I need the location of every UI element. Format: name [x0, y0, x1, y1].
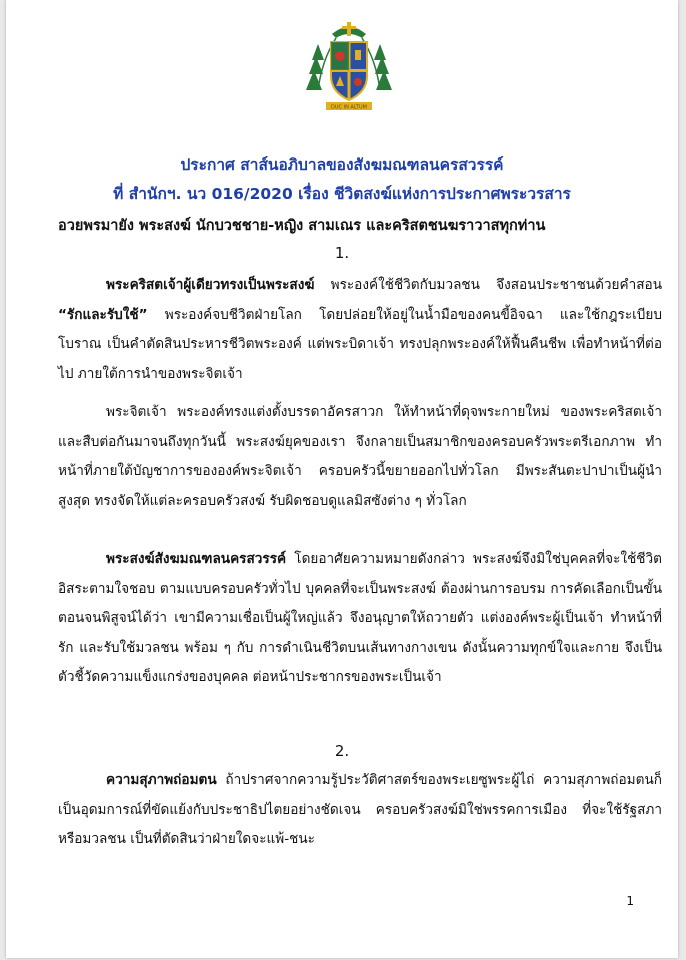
page-number: 1	[626, 894, 634, 908]
announcement-title: ประกาศ สาส์นอภิบาลของสังฆมณฑลนครสวรรค์	[180, 156, 504, 174]
paragraph	[58, 271, 662, 389]
paragraph	[58, 545, 662, 693]
paragraph	[58, 398, 662, 516]
paragraph-text: พระจิตเจ้า พระองค์ทรงแต่งตั้งบรรดาอัครสาวก ให้ทำหน้าที่ดุจพระกายใหม่ ของพระคริสตเจ้า และสืบต่อกันมาจนถึงทุกวันนี้ พระสงฆ์ยุคของเรา จึงกลายเป็นสมาชิกของครอบครัวพระตรีเอกภาพ ทำหน้าที่ภายใต้บัญชาการขององค์พระจิตเจ้า ครอบครัวนี้ขยายออกไปทั่วโลก มีพระสันตะปาปาเป็นผู้นำสูงสุด ทรงจัดให้แต่ละครอบครัวสงฆ์ รับผิดชอบดูแลมิสซังต่าง ๆ ทั่วโลก	[58, 404, 662, 509]
paragraph-text: ถ้าปราศจากความรู้ประวัติศาสตร์ของพระเยซูพระผู้ไถ่ ความสุภาพถ่อมตนก็เป็นอุดมการณ์ที่ขัดแย้งกับประชาธิปไตยอย่างชัดเจน ครอบครัวสงฆ์มิใช่พรรคการเมือง ที่จะใช้รัฐสภา หรือมวลชน เป็นที่ตัดสินว่าฝ่ายใดจะแพ้-ชนะ	[58, 772, 662, 848]
paragraph-lead: พระสงฆ์สังฆมณฑลนครสวรรค์	[106, 551, 287, 567]
paragraph-text: โดยอาศัยความหมายดังกล่าว พระสงฆ์จึงมิใช่บุคคลที่จะใช้ชีวิตอิสระตามใจชอบ ตามแบบครอบครัวทั่วไป บุคคลที่จะเป็นพระสงฆ์ ต้องผ่านการอบรม การคัดเลือกเป็นขั้นตอนจนพิสูจน์ได้ว่า เขามีความเชื่อเป็นผู้ใหญ่แล้ว จึงอนุญาตให้ถวายตัว แต่งองค์พระผู้เป็นเจ้า ทำหน้าที่รัก และรับใช้มวลชน พร้อม ๆ กับ การดำเนินชีวิตบนเส้นทางกางเขน ดังนั้นความทุกข์ใจและกาย จึงเป็นตัวชี้วัดความแข็งแกร่งของบุคคล ต่อหน้าประชากรของพระเป็นเจ้า	[58, 551, 662, 686]
paragraph	[58, 766, 662, 855]
paragraph-text: พระองค์จบชีวิตฝ่ายโลก โดยปล่อยให้อยู่ในน้ำมือของคนขี้อิจฉา และใช้กฎระเบียบโบราณ เป็นคำตัดสินประหารชีวิตพระองค์ แต่พระบิดาเจ้า ทรงปลุกพระองค์ให้ฟื้นคืนชีพ เพื่อทำหน้าที่ต่อไป ภายใต้การนำของพระจิตเจ้า	[58, 306, 662, 382]
section-number: 1.	[334, 244, 350, 262]
coat-of-arms-icon	[304, 20, 394, 112]
document-page	[6, 0, 678, 958]
paragraph-lead: ความสุภาพถ่อมตน	[106, 772, 217, 788]
greeting-line: อวยพรมายัง พระสงฆ์ นักบวชชาย-หญิง สามเณร และคริสตชนฆราวาสทุกท่าน	[58, 218, 546, 234]
emphasis-quote: “รักและรับใช้”	[58, 306, 148, 323]
announcement-reference: ที่ สำนักฯ. นว 016/2020 เรื่อง ชีวิตสงฆ์แห่งการประกาศพระวรสาร	[113, 185, 571, 203]
section-number: 2.	[334, 742, 350, 760]
motto-text: DUC IN ALTUM	[331, 104, 367, 111]
paragraph-lead: พระคริสตเจ้าผู้เดียวทรงเป็นพระสงฆ์	[106, 277, 315, 293]
paragraph-text: พระองค์ใช้ชีวิตกับมวลชน จึงสอนประชาชนด้วยคำสอน	[314, 277, 662, 293]
